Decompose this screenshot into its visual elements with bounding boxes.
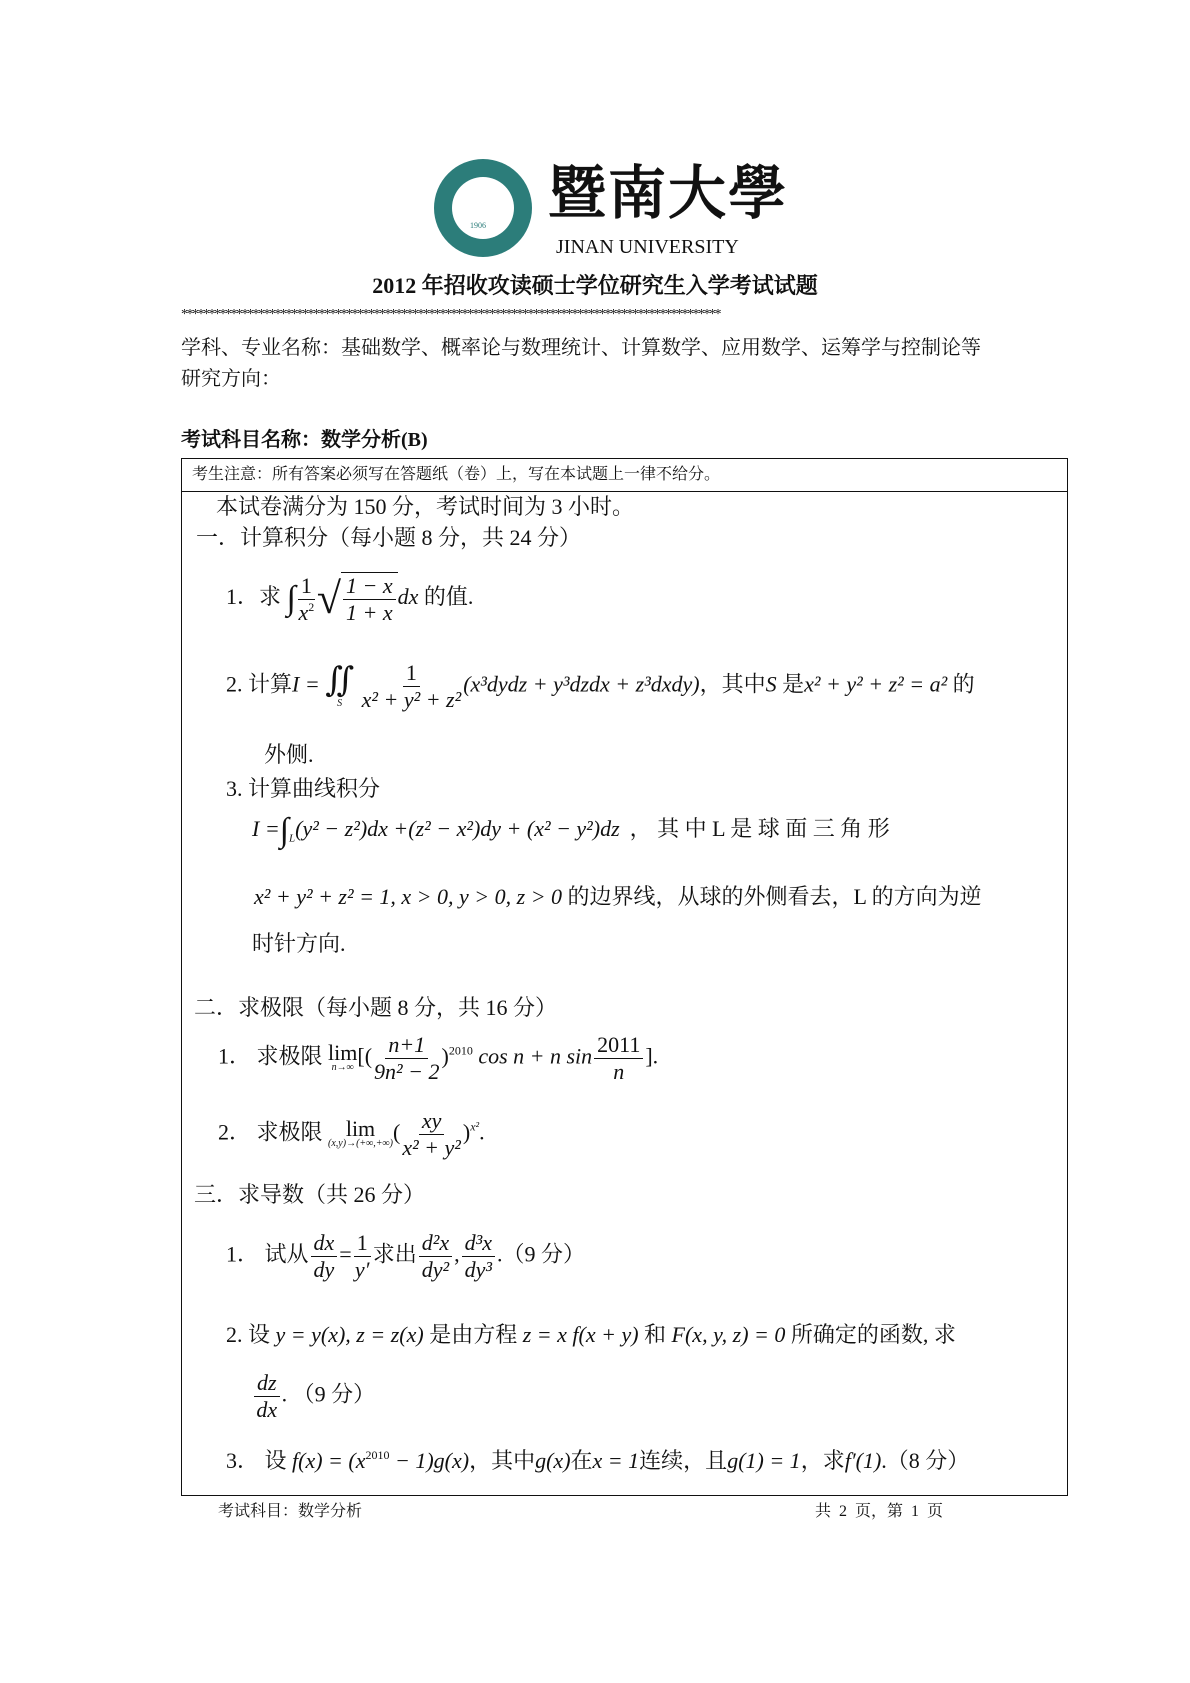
- major-line-1: 学科、专业名称：基础数学、概率论与数理统计、计算数学、应用数学、运筹学与控制论等: [181, 337, 981, 359]
- subject-name: 考试科目名称：数学分析(B): [181, 429, 428, 451]
- question-3-2-continued: $\frac{dz}{dx}$ . （9 分）: [252, 1370, 375, 1423]
- exam-title: 2012 年招收攻读硕士学位研究生入学考试试题: [372, 273, 818, 298]
- question-3-2: 2. 设 y = y(x), z = z(x) 是由方程 z = x f(x + y) 和 F(x, y, z) = 0 所确定的函数, 求: [226, 1322, 956, 1347]
- question-1-3: 3. 计算曲线积分: [226, 776, 381, 801]
- star-divider: **************************************************************************************************: [181, 307, 720, 322]
- question-3-1: 1． 试从 $\frac{dx}{dy}$ = $\frac{1}{y'}$ 求出 $\frac{\text{d²x}}{\text{dy²}}$ , $\frac{\text{d³x}}{\text{dy³}}$ .（9 分）: [226, 1230, 585, 1282]
- university-seal-logo: [434, 159, 532, 257]
- seal-year: 1906: [470, 221, 486, 230]
- footer-page-number: 共 2 页，第 1 页: [815, 1503, 944, 1520]
- question-1-1: 1．求 ∫ $\frac{1}{x^2}$ √ $\frac{1 - x}{1 + x}$ dx 的值.: [226, 572, 474, 625]
- logo-chinese: 暨南大學: [548, 160, 789, 226]
- question-2-2: 2． 求极限 lim (x,y)→(+∞,+∞) ( $\frac{xy}{\text{x² + y²}}$ )$^{x^2}$.: [218, 1108, 485, 1160]
- question-3-3: 3． 设 $f(x) = (x^{2010} - 1)g(x)$，其中g(x)在x = 1连续，且g(1) = 1，求f′(1).（8 分）: [226, 1448, 970, 1473]
- notice-text: 考生注意：所有答案必须写在答题纸（卷）上，写在本试题上一律不给分。: [192, 466, 721, 483]
- question-1-3-line2: x² + y² + z² = 1, x > 0, y > 0, z > 0 的边界线，从球的外侧看去，L 的方向为逆: [254, 884, 982, 909]
- question-1-3-formula: $I =\int_L(y^2 - z^2)dx +(z^2 - x^2)dy + (x^2 - y^2)dz$ ， 其 中 L 是 球 面 三 角 形: [252, 812, 890, 849]
- question-1-3-line3: 时针方向.: [252, 931, 346, 956]
- question-2-1: 1． 求极限 lim n→∞ [( $\frac{n+1}{\text{9n² − 2}}$ )$^{2010}$ cos n + n sin $\frac{2011}{n}$ ].: [218, 1032, 659, 1084]
- question-1-2-continued: 外侧.: [264, 742, 314, 767]
- footer-subject: 考试科目：数学分析: [218, 1503, 363, 1520]
- major-line-2: 研究方向：: [181, 368, 281, 390]
- section-3-title: 三．求导数（共 26 分）: [194, 1182, 426, 1207]
- section-2-title: 二．求极限（每小题 8 分，共 16 分）: [194, 995, 558, 1020]
- logo-english: JINAN UNIVERSITY: [556, 236, 739, 258]
- intro-text: 本试卷满分为 150 分，考试时间为 3 小时。: [216, 494, 635, 519]
- section-1-title: 一．计算积分（每小题 8 分，共 24 分）: [196, 525, 582, 550]
- question-1-2: 2. 计算I = ∬ S $\frac{1}{\text{x² + y² + z²}}$ (x³dydz + y³dzdx + z³dxdy)，其中S 是x² + y² + z² = a² 的: [226, 660, 975, 712]
- notice-row: [182, 459, 1067, 492]
